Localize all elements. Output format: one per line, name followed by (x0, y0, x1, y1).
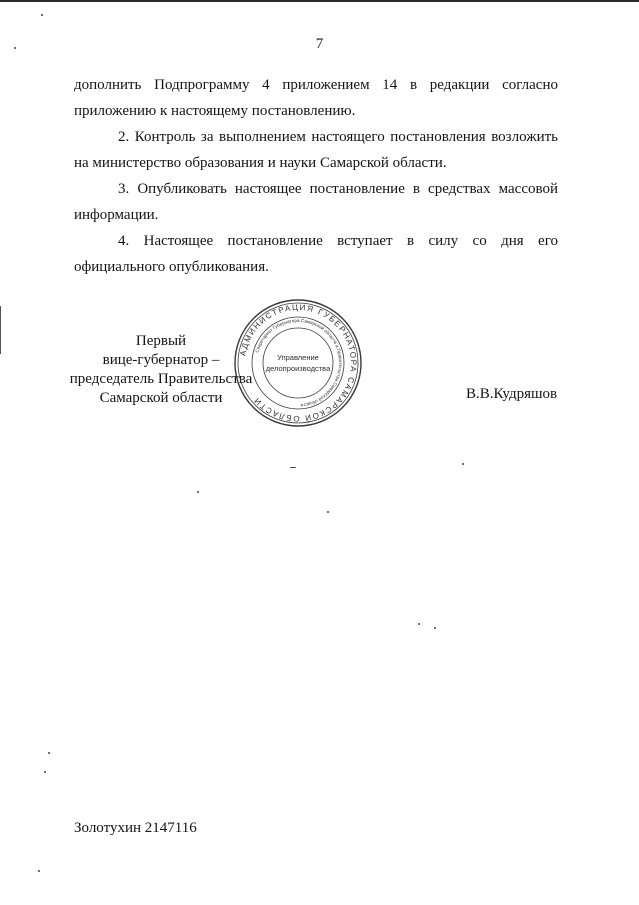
scan-speck (327, 511, 329, 513)
scan-speck (290, 467, 296, 468)
signatory-title-line: Самарской области (99, 390, 223, 406)
stamp-outer-ring-text: АДМИНИСТРАЦИЯ ГУБЕРНАТОРА САМАРСКОЙ ОБЛАСТИ (238, 302, 359, 424)
scan-speck (462, 463, 464, 465)
page-number: 7 (315, 36, 324, 52)
paragraph-control: 2. Контроль за выполнением настоящего постановления возложить на министерство образования и науки Самарской области. (74, 129, 558, 171)
scan-speck (44, 771, 46, 773)
signatory-title (66, 332, 256, 408)
scan-speck (197, 491, 199, 493)
scan-speck (434, 627, 436, 629)
signatory-title-line: вице-губернатор – (102, 352, 220, 368)
stamp-inner-ring-text: Секретариат Губернатора Самарской области и Правительства Самарской области (254, 317, 344, 408)
scan-speck (14, 47, 16, 49)
scan-speck (48, 752, 50, 754)
signatory-title-line: председатель Правительства (69, 371, 253, 387)
scan-speck (418, 623, 420, 625)
stamp-center-line-1: Управление (277, 353, 319, 362)
scan-speck (38, 870, 40, 872)
scan-margin-mark (0, 306, 1, 354)
document-body-item-3 (74, 176, 558, 228)
scan-speck (41, 14, 43, 16)
stamp-center-line-2: делопроизводства (265, 364, 331, 373)
paragraph-publish: 3. Опубликовать настоящее постановление в средствах массовой информации. (74, 181, 558, 223)
page-top-edge (0, 0, 639, 2)
document-body-item-4 (74, 228, 558, 280)
document-body-item-2 (74, 124, 558, 176)
paragraph-effective: 4. Настоящее постановление вступает в силу со дня его официального опубликования. (74, 233, 558, 275)
signatory-title-line: Первый (135, 333, 187, 349)
executor-note: Золотухин 2147116 (74, 820, 197, 836)
official-stamp (233, 298, 363, 428)
paragraph-continuation: дополнить Подпрограмму 4 приложением 14 в редакции согласно приложению к настоящему постановлению. (74, 77, 558, 119)
document-body (74, 72, 558, 124)
signatory-name: В.В.Кудряшов (466, 386, 558, 402)
